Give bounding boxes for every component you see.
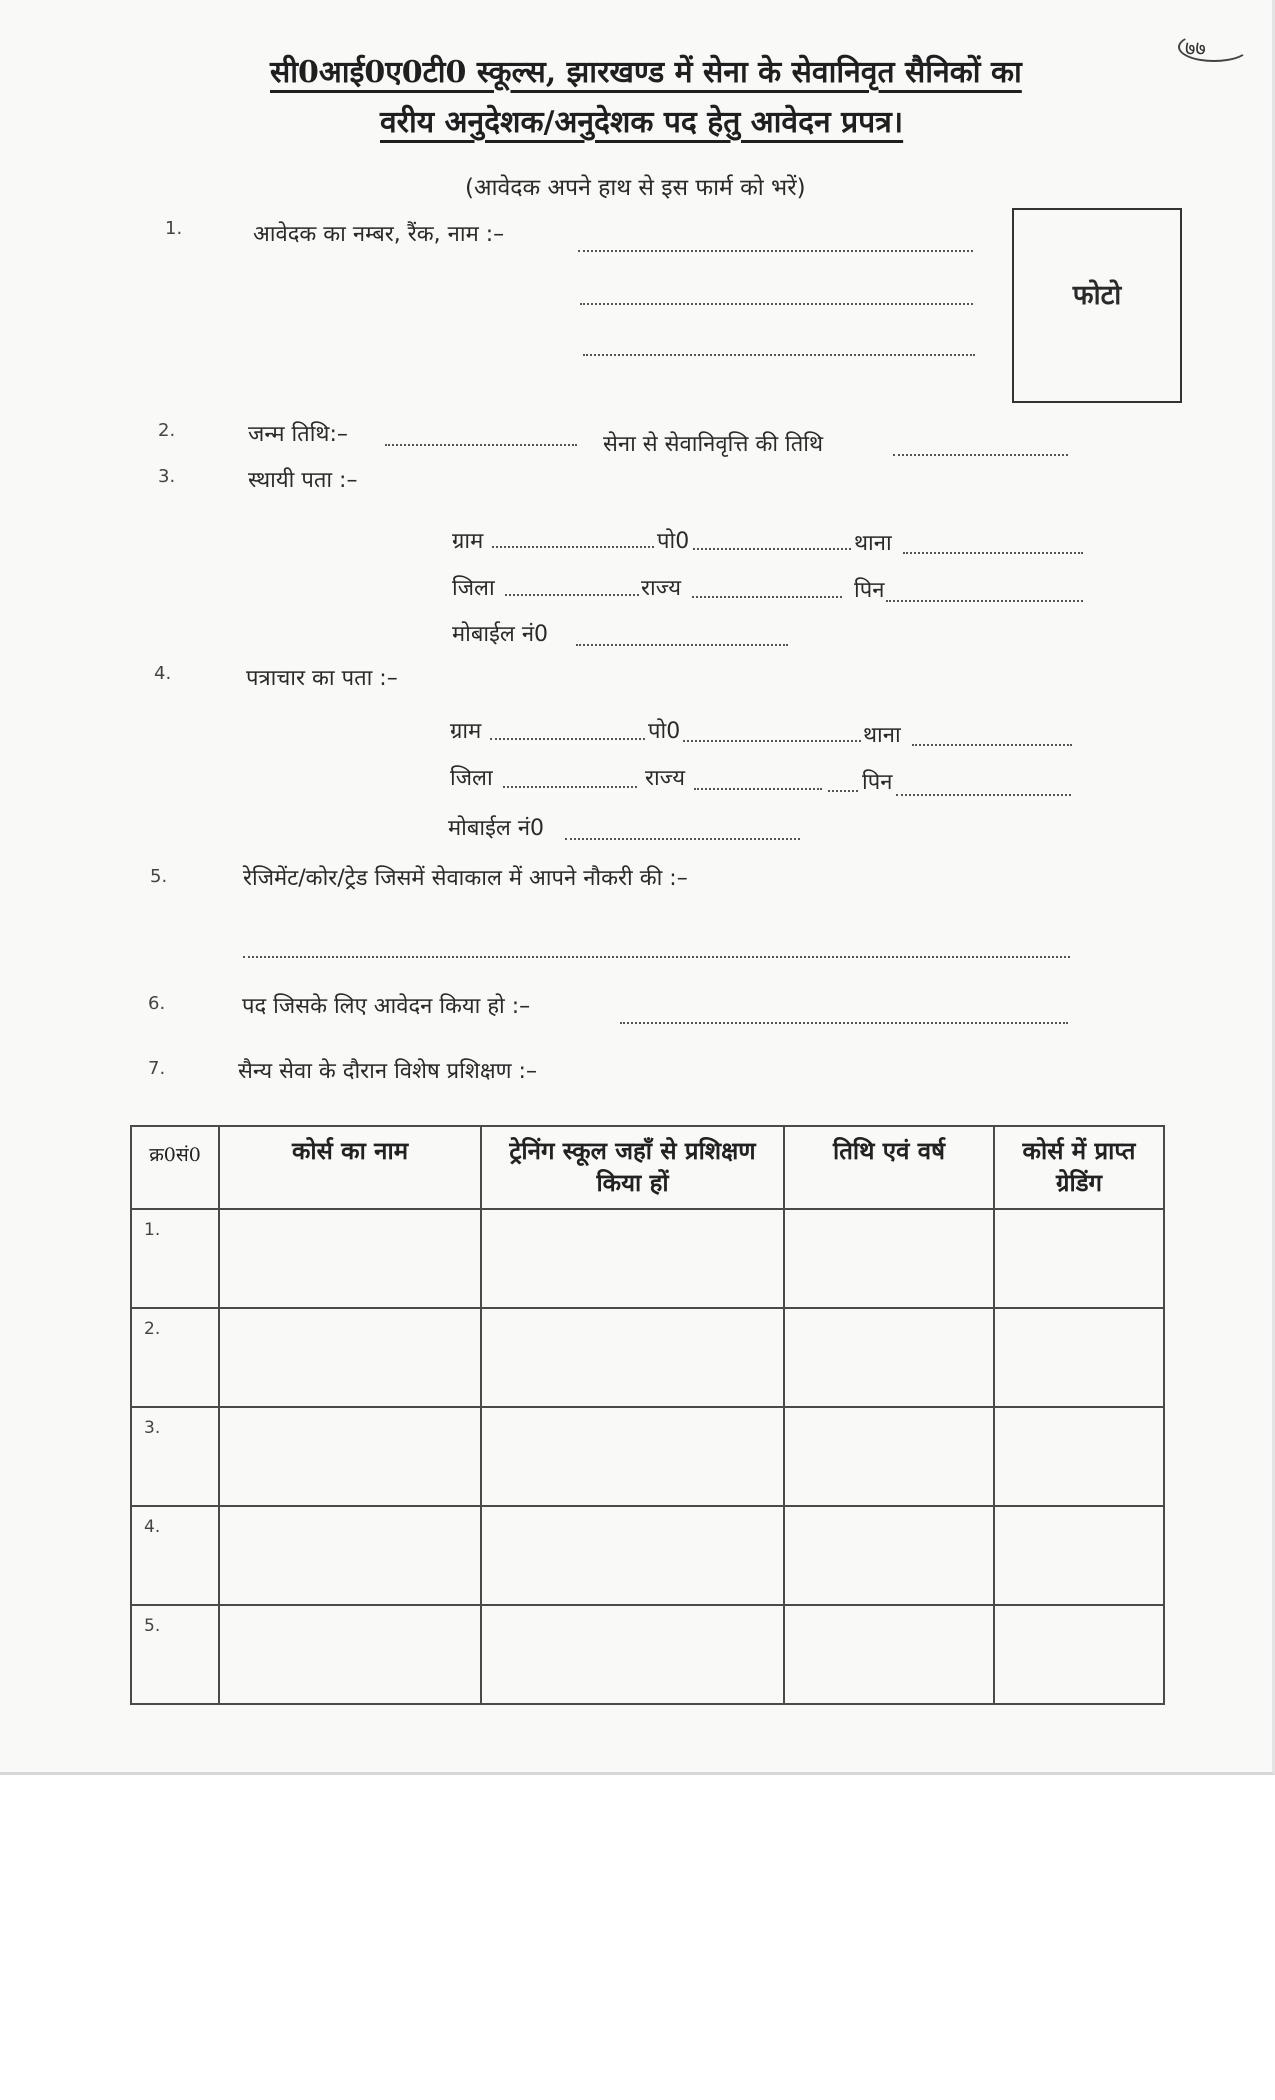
col-serial-header: क्र0सं0	[131, 1126, 219, 1209]
perm-village-field[interactable]	[492, 546, 654, 548]
item5-number: 5.	[150, 866, 168, 887]
corr-village-field[interactable]	[490, 738, 645, 740]
corr-state-field[interactable]	[694, 788, 822, 790]
training-table	[130, 1125, 1165, 1705]
perm-pin-field[interactable]	[886, 600, 1083, 602]
perm-police-station-label: थाना	[854, 531, 892, 556]
course-name-cell[interactable]	[219, 1209, 481, 1308]
grading-cell[interactable]	[994, 1209, 1164, 1308]
col-grading-header: कोर्स में प्राप्त ग्रेडिंग	[994, 1126, 1164, 1209]
corr-pin-prefix-dots	[828, 790, 858, 792]
item1-label: आवेदक का नम्बर, रैंक, नाम :–	[253, 222, 505, 247]
date-year-cell[interactable]	[784, 1506, 994, 1605]
post-applied-field[interactable]	[620, 1022, 1068, 1024]
corr-mobile-field[interactable]	[565, 838, 800, 840]
corr-district-field[interactable]	[503, 786, 637, 788]
correspondence-address-label: पत्राचार का पता :–	[246, 666, 398, 691]
item2-number: 2.	[158, 420, 176, 441]
corr-post-office-label: पो0	[648, 719, 681, 744]
col-training-school-header: ट्रेनिंग स्कूल जहाँ से प्रशिक्षण किया हों	[481, 1126, 784, 1209]
table-row	[131, 1506, 1164, 1605]
perm-village-label: ग्राम	[452, 529, 484, 554]
table-row	[131, 1605, 1164, 1704]
course-name-cell[interactable]	[219, 1506, 481, 1605]
table-row	[131, 1308, 1164, 1407]
corr-village-label: ग्राम	[450, 719, 482, 744]
corr-police-station-field[interactable]	[912, 744, 1072, 746]
item7-number: 7.	[148, 1058, 166, 1079]
course-name-cell[interactable]	[219, 1407, 481, 1506]
row-serial: 3.	[131, 1407, 219, 1506]
corr-district-label: जिला	[450, 766, 493, 791]
regiment-field[interactable]	[243, 956, 1070, 958]
training-school-cell[interactable]	[481, 1407, 784, 1506]
training-school-cell[interactable]	[481, 1506, 784, 1605]
grading-cell[interactable]	[994, 1308, 1164, 1407]
date-year-cell[interactable]	[784, 1308, 994, 1407]
course-name-cell[interactable]	[219, 1308, 481, 1407]
perm-post-office-label: पो0	[657, 529, 690, 554]
row-serial: 4.	[131, 1506, 219, 1605]
perm-pin-label: पिन	[854, 578, 885, 603]
applicant-name-line3[interactable]	[583, 354, 975, 356]
form-title-line2: वरीय अनुदेशक/अनुदेशक पद हेतु आवेदन प्रपत्र।	[380, 105, 904, 140]
page-number: ७७	[1185, 36, 1206, 60]
table-header-row	[131, 1126, 1164, 1209]
course-name-cell[interactable]	[219, 1605, 481, 1704]
training-school-cell[interactable]	[481, 1605, 784, 1704]
item1-number: 1.	[165, 218, 183, 239]
photo-box[interactable]	[1012, 208, 1182, 403]
table-row	[131, 1209, 1164, 1308]
date-year-cell[interactable]	[784, 1407, 994, 1506]
perm-post-office-field[interactable]	[693, 548, 851, 550]
grading-cell[interactable]	[994, 1407, 1164, 1506]
date-year-cell[interactable]	[784, 1209, 994, 1308]
row-serial: 5.	[131, 1605, 219, 1704]
training-school-cell[interactable]	[481, 1308, 784, 1407]
perm-mobile-field[interactable]	[576, 644, 788, 646]
perm-district-field[interactable]	[505, 594, 639, 596]
col-date-year-header: तिथि एवं वर्ष	[784, 1126, 994, 1209]
retirement-date-label: सेना से सेवानिवृत्ति की तिथि	[603, 432, 824, 457]
item6-number: 6.	[148, 993, 166, 1014]
post-applied-label: पद जिसके लिए आवेदन किया हो :–	[242, 994, 531, 1019]
perm-mobile-label: मोबाईल नं0	[452, 622, 549, 647]
dob-field[interactable]	[385, 444, 577, 446]
training-school-cell[interactable]	[481, 1209, 784, 1308]
dob-label: जन्म तिथि:–	[248, 422, 348, 447]
applicant-name-line2[interactable]	[580, 303, 973, 305]
corr-post-office-field[interactable]	[683, 740, 861, 742]
regiment-label: रेजिमेंट/कोर/ट्रेड जिसमें सेवाकाल में आपने नौकरी की :–	[243, 866, 688, 891]
perm-district-label: जिला	[452, 576, 495, 601]
grading-cell[interactable]	[994, 1605, 1164, 1704]
item4-number: 4.	[154, 663, 172, 684]
corr-pin-label: पिन	[862, 770, 893, 795]
corr-pin-field[interactable]	[896, 794, 1071, 796]
special-training-label: सैन्य सेवा के दौरान विशेष प्रशिक्षण :–	[238, 1059, 537, 1084]
perm-state-label: राज्य	[641, 576, 682, 601]
col-course-name-header: कोर्स का नाम	[219, 1126, 481, 1209]
corr-state-label: राज्य	[645, 766, 686, 791]
corr-mobile-label: मोबाईल नं0	[448, 816, 545, 841]
form-instruction: (आवेदक अपने हाथ से इस फार्म को भरें)	[465, 175, 806, 201]
grading-cell[interactable]	[994, 1506, 1164, 1605]
perm-police-station-field[interactable]	[903, 552, 1083, 554]
table-row	[131, 1407, 1164, 1506]
form-title-line1: सी0आई0ए0टी0 स्कूल्स, झारखण्ड में सेना के सेवानिवृत सैनिकों का	[270, 55, 1022, 90]
retirement-date-field[interactable]	[893, 454, 1068, 456]
corr-police-station-label: थाना	[863, 723, 901, 748]
row-serial: 2.	[131, 1308, 219, 1407]
row-serial: 1.	[131, 1209, 219, 1308]
item3-number: 3.	[158, 466, 176, 487]
photo-label: फोटो	[1072, 280, 1122, 311]
applicant-name-line1[interactable]	[578, 250, 973, 252]
permanent-address-label: स्थायी पता :–	[248, 468, 358, 493]
date-year-cell[interactable]	[784, 1605, 994, 1704]
perm-state-field[interactable]	[692, 596, 842, 598]
